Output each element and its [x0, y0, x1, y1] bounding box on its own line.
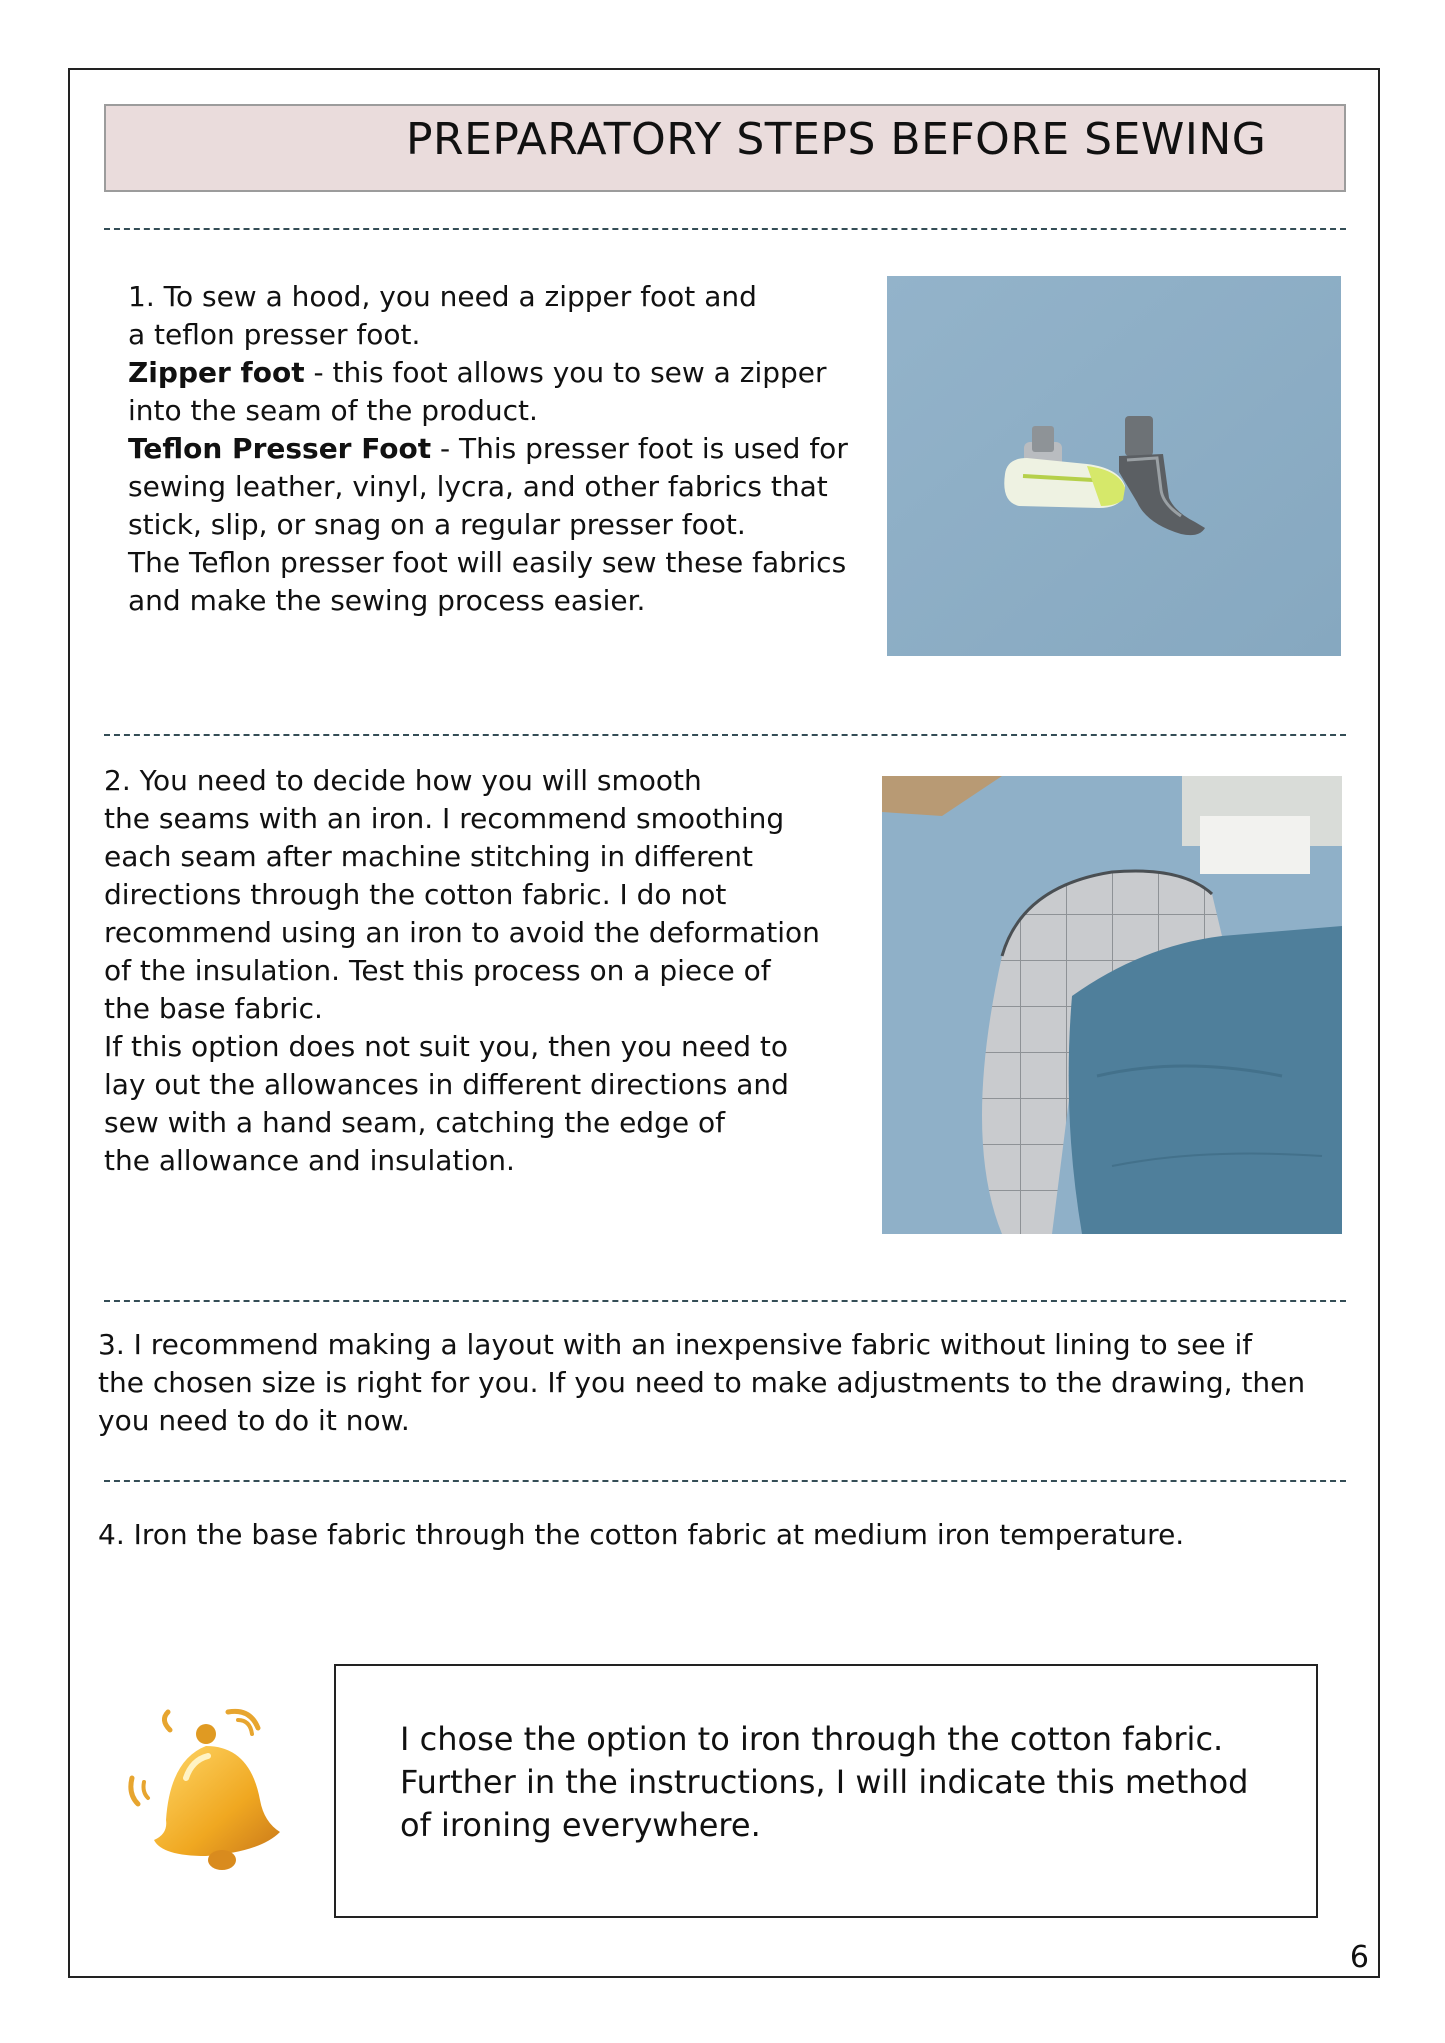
zipper-foot-term: Zipper foot — [128, 356, 305, 389]
teflon-foot-line: The Teflon presser foot will easily sew these fabrics — [128, 546, 847, 579]
fabric-photo-icon — [882, 776, 1342, 1234]
note-line: I chose the option to iron through the cotton fabric. — [400, 1720, 1224, 1758]
note-line: of ironing everywhere. — [400, 1806, 761, 1844]
teflon-foot-line: sewing leather, vinyl, lycra, and other fabrics that — [128, 470, 828, 503]
step-3-line: you need to do it now. — [98, 1404, 410, 1437]
step-1-text — [128, 278, 848, 620]
step-1-line: 1. To sew a hood, you need a zipper foot and — [128, 280, 757, 313]
step-3-text — [98, 1326, 1305, 1440]
title-banner — [104, 104, 1346, 192]
teflon-foot-line-1 — [128, 430, 848, 468]
step-3-line: 3. I recommend making a layout with an inexpensive fabric without lining to see if — [98, 1328, 1253, 1361]
step-3-line: the chosen size is right for you. If you need to make adjustments to the drawing, then — [98, 1366, 1306, 1399]
step-2-line: sew with a hand seam, catching the edge of — [104, 1106, 725, 1139]
step-2-line: lay out the allowances in different directions and — [104, 1068, 789, 1101]
step-4-line: 4. Iron the base fabric through the cotton fabric at medium iron temperature. — [98, 1518, 1185, 1551]
step-2-text — [104, 762, 820, 1180]
teflon-foot-desc: - This presser foot is used for — [431, 432, 848, 465]
page-title: PREPARATORY STEPS BEFORE SEWING — [406, 114, 1267, 165]
step-2-line: directions through the cotton fabric. I do not — [104, 878, 727, 911]
step-4-text — [98, 1516, 1184, 1554]
zipper-foot-line-2: into the seam of the product. — [128, 394, 538, 427]
teflon-foot-line: stick, slip, or snag on a regular presser foot. — [128, 508, 746, 541]
note-box — [334, 1664, 1318, 1918]
step-2-line: the allowance and insulation. — [104, 1144, 515, 1177]
teflon-foot-term: Teflon Presser Foot — [128, 432, 432, 465]
step-2-line: of the insulation. Test this process on a piece of — [104, 954, 771, 987]
zipper-foot-line-1 — [128, 354, 848, 392]
section-divider — [104, 734, 1346, 736]
step-2-line: the base fabric. — [104, 992, 323, 1025]
page-number: 6 — [1349, 1940, 1369, 1975]
step-2-line: each seam after machine stitching in different — [104, 840, 753, 873]
step-2-line: the seams with an iron. I recommend smoothing — [104, 802, 785, 835]
section-divider — [104, 1300, 1346, 1302]
bell-icon — [110, 1690, 300, 1880]
section-divider — [104, 1480, 1346, 1482]
presser-feet-photo-icon — [887, 276, 1341, 656]
teflon-foot-line: and make the sewing process easier. — [128, 584, 646, 617]
section-divider — [104, 228, 1346, 230]
step-2-line: recommend using an iron to avoid the deformation — [104, 916, 820, 949]
note-line: Further in the instructions, I will indicate this method — [400, 1763, 1249, 1801]
presser-feet-photo — [887, 276, 1341, 656]
zipper-foot-desc: - this foot allows you to sew a zipper — [304, 356, 827, 389]
step-2-line: If this option does not suit you, then you need to — [104, 1030, 788, 1063]
step-2-line: 2. You need to decide how you will smooth — [104, 764, 702, 797]
fabric-photo — [882, 776, 1342, 1234]
step-1-line: a teflon presser foot. — [128, 318, 421, 351]
note-text — [400, 1718, 1248, 1847]
